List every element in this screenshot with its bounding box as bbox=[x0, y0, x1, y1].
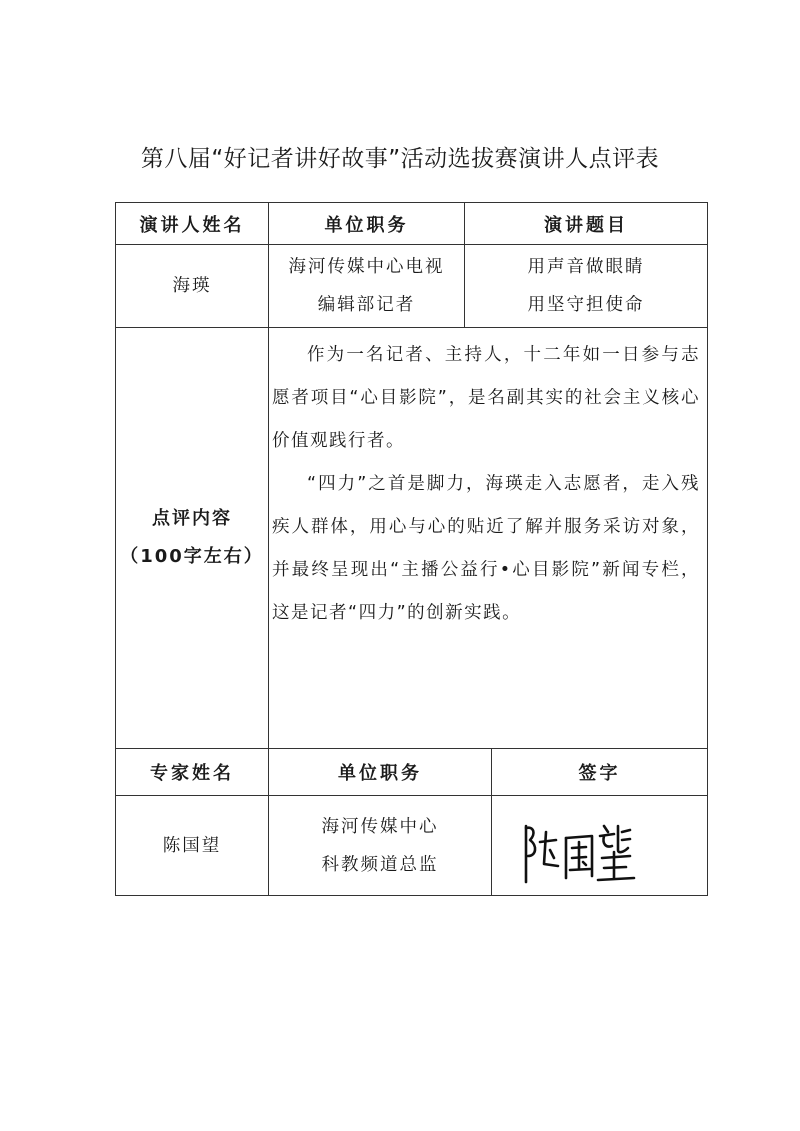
expert-unit bbox=[269, 796, 491, 895]
handwritten-signature bbox=[512, 812, 652, 892]
speaker-unit-header: 单位职务 bbox=[324, 214, 409, 236]
comment-label bbox=[116, 328, 268, 748]
speaker-name: 海瑛 bbox=[172, 276, 212, 296]
expert-unit-line2: 科教频道总监 bbox=[321, 854, 439, 875]
table-border-right bbox=[707, 202, 708, 896]
speaker-unit bbox=[269, 245, 464, 327]
signature-header: 签字 bbox=[578, 763, 621, 784]
comment-label-line2: （100字左右） bbox=[120, 546, 264, 567]
expert-name-header: 专家姓名 bbox=[150, 763, 234, 784]
speaker-name-header: 演讲人姓名 bbox=[139, 214, 245, 236]
expert-unit-line1: 海河传媒中心 bbox=[321, 816, 439, 837]
speaker-topic-line2: 用坚守担使命 bbox=[527, 295, 645, 315]
speaker-topic bbox=[465, 245, 707, 327]
comment-paragraph-2: “四力”之首是脚力，海瑛走入志愿者，走入残疾人群体，用心与心的贴近了解并服务采访对象，并最终呈现出“主播公益行•心目影院”新闻专栏，这是记者“四力”的创新实践。 bbox=[272, 474, 700, 623]
comment-content bbox=[272, 334, 700, 635]
comment-paragraph-1: 作为一名记者、主持人，十二年如一日参与志愿者项目“心目影院”，是名副其实的社会主义核心价值观践行者。 bbox=[272, 345, 700, 451]
speaker-unit-line1: 海河传媒中心电视 bbox=[288, 257, 445, 277]
expert-unit-header: 单位职务 bbox=[338, 763, 422, 784]
speaker-unit-line2: 编辑部记者 bbox=[317, 295, 416, 315]
comment-label-line1: 点评内容 bbox=[152, 508, 232, 529]
page-title: 第八届“好记者讲好故事”活动选拔赛演讲人点评表 bbox=[140, 146, 660, 172]
speaker-topic-line1: 用声音做眼睛 bbox=[527, 257, 645, 277]
expert-name: 陈国望 bbox=[162, 835, 222, 856]
speaker-topic-header: 演讲题目 bbox=[544, 214, 628, 236]
table-border-bottom bbox=[115, 895, 708, 896]
